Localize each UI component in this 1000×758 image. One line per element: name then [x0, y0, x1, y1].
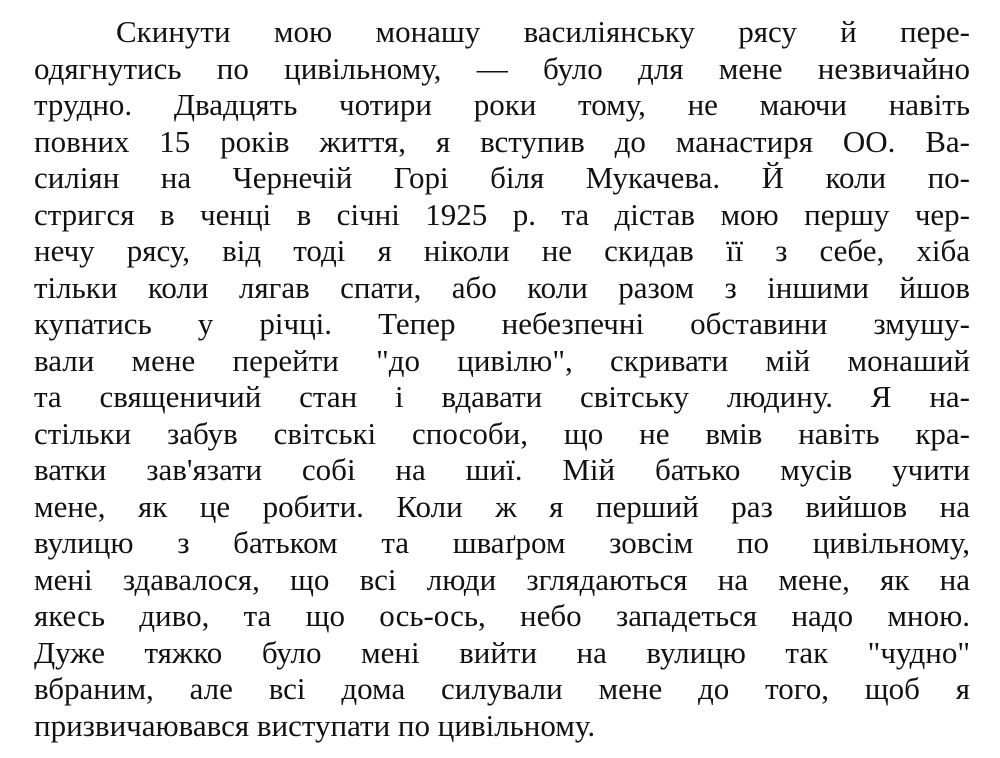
text-line: вбраним, але всі дома силували мене до того, щоб я	[34, 671, 970, 706]
text-line: стригся в ченці в січні 1925 р. та дістав мою першу чер-	[34, 196, 970, 232]
text-line: нечу рясу, від тоді я ніколи не скидав її з себе, хіба	[34, 233, 970, 268]
text-line: мене, як це робити. Коли ж я перший раз вийшов на	[34, 488, 970, 524]
text-line: тільки коли лягав спати, або коли разом з іншими йшов	[34, 269, 970, 305]
text-line: та священичий стан і вдавати світську людину. Я на-	[34, 379, 970, 414]
text-line: вали мене перейти "до цивілю", скривати мій монаший	[34, 342, 970, 378]
body-paragraph	[34, 14, 970, 744]
text-line: призвичаювався виступати по цивільному.	[34, 707, 596, 743]
text-line: трудно. Двадцять чотири роки тому, не маючи навіть	[34, 87, 970, 122]
text-line: Скинути мою монашу василіянську рясу й пере-	[116, 14, 970, 49]
text-line: повних 15 років життя, я вступив до манастиря ОО. Ва-	[34, 123, 970, 159]
text-line: вулицю з батьком та шваґром зовсім по цивільному,	[34, 525, 970, 560]
text-line: стільки забув світські способи, що не вмів навіть кра-	[34, 415, 970, 451]
text-line: мені здавалося, що всі люди зглядаються на мене, як на	[34, 561, 970, 597]
text-line: якесь диво, та що ось-ось, небо западеться надо мною.	[34, 598, 970, 633]
text-line: ватки зав'язати собі на шиї. Мій батько мусів учити	[34, 452, 970, 487]
text-line: купатись у річці. Тепер небезпечні обставини змушу-	[34, 306, 970, 341]
text-line: Дуже тяжко було мені вийти на вулицю так "чудно"	[34, 634, 970, 670]
text-line: силіян на Чернечій Горі біля Мукачева. Й коли по-	[34, 160, 970, 195]
text-line: одягнутись по цивільному, — було для мене незвичайно	[34, 50, 970, 86]
